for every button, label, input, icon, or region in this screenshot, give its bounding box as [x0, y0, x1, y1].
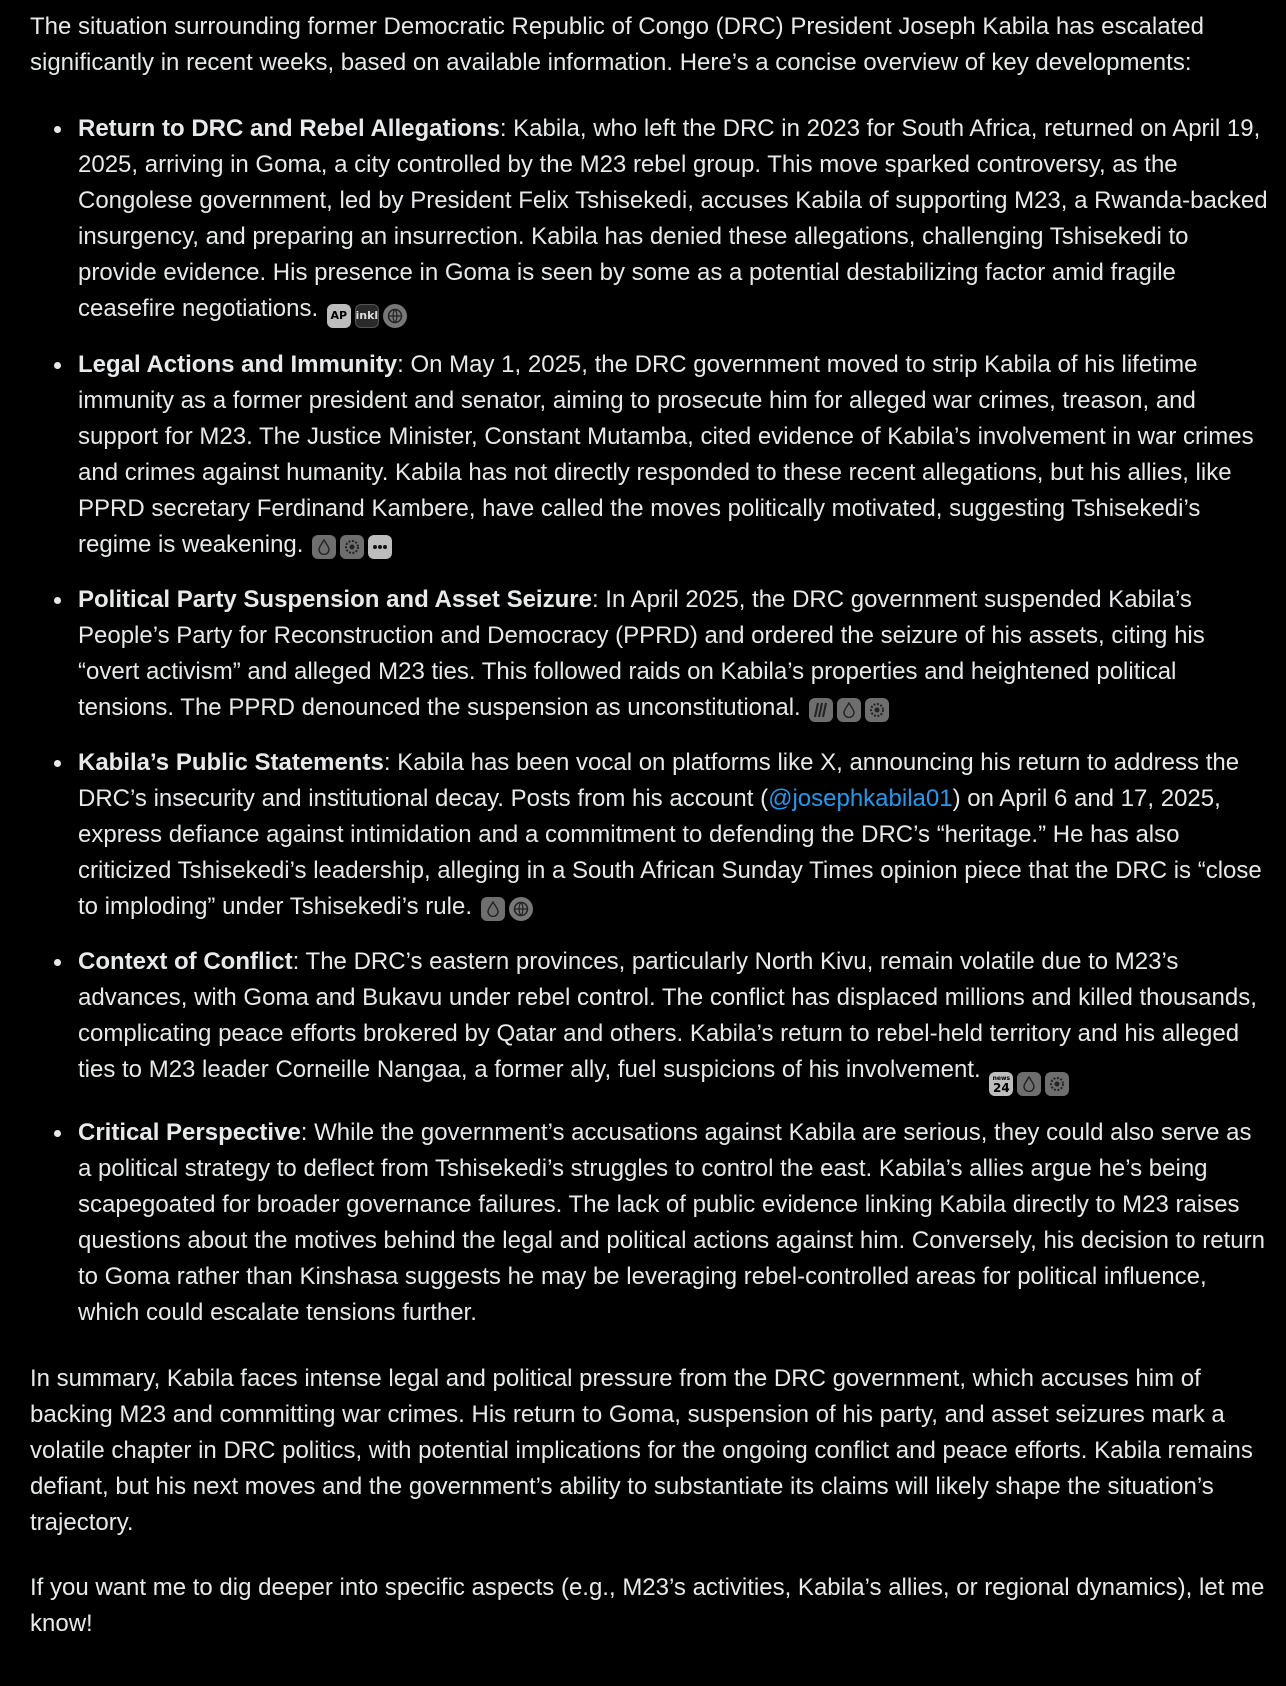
point-title: Return to DRC and Rebel Allegations: [78, 115, 500, 142]
list-item: [78, 745, 1270, 925]
point-body-continued: ) on April 6 and 17, 2025, express defiance against intimidation and a commitment to defending the DRC’s “heritage.” He has also criticized Tshisekedi’s leadership, alleging in a South African Sunday Times opinion piece that the DRC is “close to imploding” under Tshisekedi’s rule.: [78, 784, 1262, 920]
gear-source-icon[interactable]: [1045, 1072, 1069, 1096]
citation-group: [989, 1072, 1069, 1096]
list-item: [78, 111, 1270, 328]
list-item: [78, 347, 1270, 563]
point-body: : Kabila, who left the DRC in 2023 for South Africa, returned on April 19, 2025, arriving in Goma, a city controlled by the M23 rebel group. This move sparked controversy, as the Congolese government, led by President Felix Tshisekedi, accuses Kabila of supporting M23, a Rwanda-backed insurgency, and preparing an insurrection. Kabila has denied these allegations, challenging Tshisekedi to provide evidence. His presence in Goma is seen by some as a potential destabilizing factor amid fragile ceasefire negotiations.: [78, 115, 1268, 322]
citation-group: [809, 698, 889, 722]
key-developments-list: [30, 111, 1270, 1331]
point-title: Critical Perspective: [78, 1119, 301, 1146]
more-source-icon[interactable]: [368, 535, 392, 559]
point-title: Political Party Suspension and Asset Seizure: [78, 585, 592, 613]
summary-paragraph: In summary, Kabila faces intense legal and political pressure from the DRC government, which accuses him of backing M23 and committing war crimes. His return to Goma, suspension of his party, and asset seizures mark a volatile chapter in DRC politics, with potential implications for the ongoing conflict and peace efforts. Kabila remains defiant, but his next moves and the government’s ability to substantiate its claims will likely shape the situation’s trajectory.: [30, 1365, 1253, 1536]
intro-paragraph: The situation surrounding former Democratic Republic of Congo (DRC) President Joseph Kabila has escalated significantly in recent weeks, based on available information. Here’s a concise overview of key developments:: [30, 13, 1204, 76]
point-title: Legal Actions and Immunity: [78, 350, 398, 378]
news24-source-icon[interactable]: news 24: [989, 1072, 1013, 1096]
gear-source-icon[interactable]: [865, 698, 889, 722]
inkl-source-icon[interactable]: inkl: [355, 304, 379, 328]
x-handle-link[interactable]: @josephkabila01: [768, 784, 953, 812]
list-item: [78, 944, 1270, 1097]
point-body: : The DRC’s eastern provinces, particularly North Kivu, remain volatile due to M23’s advances, with Goma and Bukavu under rebel control. The conflict has displaced millions and killed thousands, complicating peace efforts brokered by Qatar and others. Kabila’s return to rebel-held territory and his alleged ties to M23 leader Corneille Nangaa, a former ally, fuel suspicions of his involvement.: [78, 947, 1257, 1083]
response-body: [30, 9, 1270, 1642]
drop-source-icon[interactable]: [481, 897, 505, 921]
point-body: : In April 2025, the DRC government suspended Kabila’s People’s Party for Reconstruction and Democracy (PPRD) and ordered the seizure of his assets, citing his “overt activism” and alleged M23 ties. This followed raids on Kabila’s properties and heightened political tensions. The PPRD denounced the suspension as unconstitutional.: [78, 585, 1205, 721]
ap-source-icon[interactable]: AP: [327, 304, 351, 328]
point-title: Context of Conflict: [78, 947, 293, 975]
citation-group: [327, 304, 407, 328]
gear-source-icon[interactable]: [340, 535, 364, 559]
drop-source-icon[interactable]: [1017, 1072, 1041, 1096]
globe-source-icon[interactable]: [509, 897, 533, 921]
point-title: Kabila’s Public Statements: [78, 748, 384, 776]
point-body: : While the government’s accusations against Kabila are serious, they could also serve as a political strategy to deflect from Tshisekedi’s struggles to control the east. Kabila’s allies argue he’s being scapegoated for broader governance failures. The lack of public evidence linking Kabila directly to M23 raises questions about the motives behind the legal and political actions against him. Conversely, his decision to return to Goma rather than Kinshasa suggests he may be leveraging rebel-controlled areas for political influence, which could escalate tensions further.: [78, 1119, 1265, 1326]
stripes-source-icon[interactable]: [809, 698, 833, 722]
followup-paragraph: If you want me to dig deeper into specific aspects (e.g., M23’s activities, Kabila’s allies, or regional dynamics), let me know!: [30, 1574, 1265, 1637]
point-body: : Kabila has been vocal on platforms like X, announcing his return to address the DRC’s insecurity and institutional decay. Posts from his account (: [78, 748, 1240, 812]
drop-source-icon[interactable]: [312, 535, 336, 559]
drop-source-icon[interactable]: [837, 698, 861, 722]
point-body: : On May 1, 2025, the DRC government moved to strip Kabila of his lifetime immunity as a former president and senator, aiming to prosecute him for alleged war crimes, treason, and support for M23. The Justice Minister, Constant Mutamba, cited evidence of Kabila’s involvement in war crimes and crimes against humanity. Kabila has not directly responded to these recent allegations, but his allies, like PPRD secretary Ferdinand Kambere, have called the moves politically motivated, suggesting Tshisekedi’s regime is weakening.: [78, 350, 1254, 558]
globe-source-icon[interactable]: [383, 304, 407, 328]
list-item: [78, 582, 1270, 726]
citation-group: [481, 897, 533, 921]
list-item: [78, 1115, 1270, 1331]
citation-group: [312, 535, 392, 559]
